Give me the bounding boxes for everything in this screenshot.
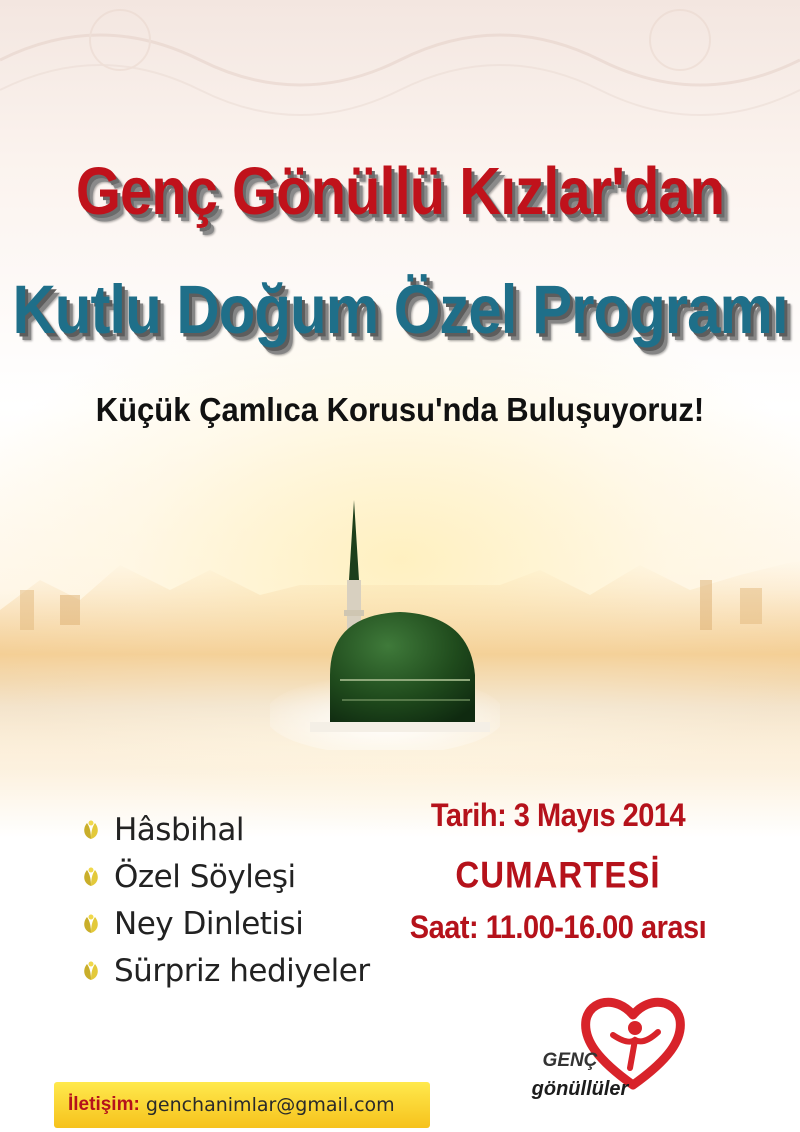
subtitle: Küçük Çamlıca Korusu'nda Buluşuyoruz! [95, 390, 705, 429]
feature-label: Sürpriz hediyeler [114, 952, 370, 989]
logo-word-genc: GENÇ [542, 1050, 598, 1071]
list-item [78, 947, 370, 994]
list-item [78, 806, 370, 853]
list-item [78, 900, 370, 947]
leaf-bullet-icon [78, 817, 104, 843]
ornament-pattern [0, 0, 800, 140]
event-time: Saat: 11.00-16.00 arası [409, 910, 707, 946]
list-item [78, 853, 370, 900]
event-date: Tarih: 3 Mayıs 2014 [430, 798, 686, 834]
title-line-1: Genç Gönüllü Kızlar'dan [75, 154, 725, 229]
logo-word-gonulluler: gönüllüler [531, 1078, 629, 1100]
contact-label: İletişim: [68, 1094, 140, 1115]
genc-gonulluler-logo [510, 990, 720, 1120]
contact-email-link[interactable]: genchanimlar@gmail.com [145, 1094, 395, 1116]
contact-bar [54, 1082, 430, 1128]
green-dome-image [270, 500, 500, 750]
features-list [78, 806, 370, 994]
feature-label: Ney Dinletisi [114, 905, 304, 942]
feature-label: Özel Söyleşi [114, 858, 296, 895]
leaf-bullet-icon [78, 864, 104, 890]
feature-label: Hâsbihal [114, 811, 245, 848]
event-day: CUMARTESİ [455, 853, 661, 896]
title-line-2: Kutlu Doğum Özel Programı [12, 270, 788, 349]
heart-figure-icon [578, 990, 688, 1090]
leaf-bullet-icon [78, 911, 104, 937]
leaf-bullet-icon [78, 958, 104, 984]
